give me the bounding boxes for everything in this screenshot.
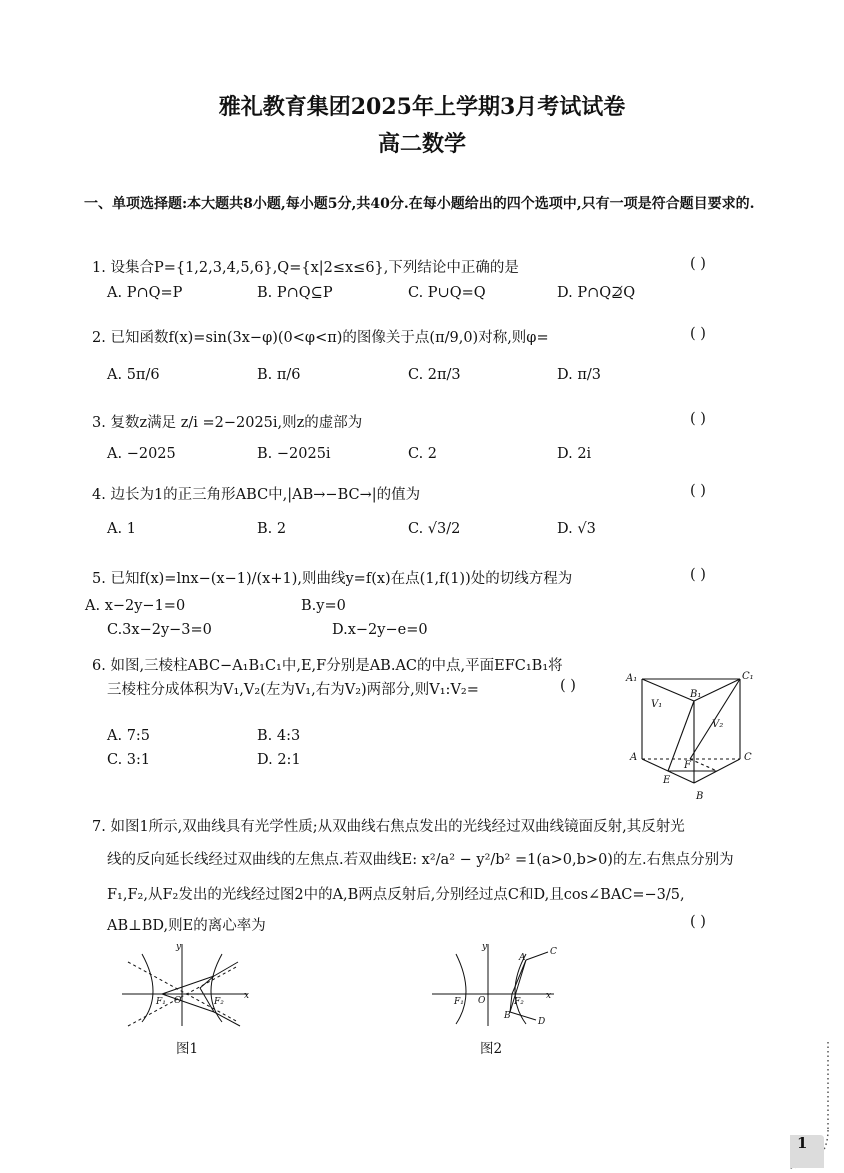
- fig2-label-y: y: [482, 942, 488, 952]
- question-1-stem: 1. 设集合P={1,2,3,4,5,6},Q={x|2≤x≤6},下列结论中正确的是: [92, 260, 519, 276]
- answer-bracket-1: ( ): [690, 256, 706, 272]
- q5-option-c: C.3x−2y−3=0: [107, 622, 212, 638]
- question-7-line4: AB⊥BD,则E的离心率为: [107, 918, 266, 934]
- answer-bracket-2: ( ): [690, 326, 706, 342]
- question-6-stem-line2: 三棱柱分成体积为V₁,V₂(左为V₁,右为V₂)两部分,则V₁:V₂=: [107, 682, 479, 698]
- answer-bracket-5: ( ): [690, 567, 706, 583]
- fig1-label-f1: F₁: [156, 997, 166, 1007]
- figure-2-caption: 图2: [480, 1041, 503, 1057]
- q5-option-b: B.y=0: [301, 598, 346, 614]
- question-3-stem: 3. 复数z满足 z/i =2−2025i,则z的虚部为: [92, 415, 363, 431]
- fig2-label-f2: F₂: [514, 997, 524, 1007]
- figure-2-hyperbola: [428, 940, 568, 1030]
- q3-option-a: A. −2025: [107, 446, 176, 462]
- q6-option-b: B. 4:3: [257, 728, 301, 744]
- label-v1: V₁: [651, 699, 663, 710]
- q2-option-d: D. π/3: [557, 367, 601, 383]
- label-b1: B₁: [690, 689, 702, 700]
- q6-option-d: D. 2:1: [257, 752, 301, 768]
- label-a1: A₁: [626, 673, 638, 684]
- prism-figure: [620, 665, 760, 805]
- fig2-label-o: O: [478, 996, 486, 1006]
- label-e: E: [663, 775, 671, 786]
- question-5-stem: 5. 已知f(x)=lnx−(x−1)/(x+1),则曲线y=f(x)在点(1,f(1))处的切线方程为: [92, 571, 573, 587]
- question-2-stem: 2. 已知函数f(x)=sin(3x−φ)(0<φ<π)的图像关于点(π/9,0)对称,则φ=: [92, 330, 549, 346]
- label-c: C: [744, 752, 752, 763]
- q6-option-a: A. 7:5: [107, 728, 151, 744]
- label-c1: C₁: [742, 671, 754, 682]
- q1-option-c: C. P∪Q=Q: [408, 285, 486, 301]
- answer-bracket-7: ( ): [690, 914, 706, 930]
- q5-option-a: A. x−2y−1=0: [85, 598, 186, 614]
- fig1-label-y: y: [176, 942, 182, 952]
- figure-1-hyperbola: [118, 940, 258, 1030]
- q1-option-b: B. P∩Q⊆P: [257, 285, 333, 301]
- fig1-label-o: O: [174, 996, 182, 1006]
- fig2-label-f1: F₁: [454, 997, 464, 1007]
- q6-option-c: C. 3:1: [107, 752, 151, 768]
- fig2-label-b: B: [504, 1011, 511, 1021]
- q4-option-a: A. 1: [107, 521, 136, 537]
- q2-option-a: A. 5π/6: [107, 367, 160, 383]
- fig1-label-f2: F₂: [214, 997, 224, 1007]
- q5-option-d: D.x−2y−e=0: [332, 622, 428, 638]
- q4-option-b: B. 2: [257, 521, 287, 537]
- q2-option-b: B. π/6: [257, 367, 301, 383]
- question-4-stem: 4. 边长为1的正三角形ABC中,|AB→−BC→|的值为: [92, 487, 421, 503]
- question-6-stem-line1: 6. 如图,三棱柱ABC−A₁B₁C₁中,E,F分别是AB.AC的中点,平面EFC₁B₁将: [92, 658, 563, 674]
- exam-subject: 高二数学: [377, 131, 466, 157]
- q3-option-d: D. 2i: [557, 446, 592, 462]
- page-corner-decoration: [780, 1040, 844, 1173]
- label-b: B: [696, 791, 704, 802]
- answer-bracket-3: ( ): [690, 411, 706, 427]
- q2-option-c: C. 2π/3: [408, 367, 461, 383]
- q4-option-d: D. √3: [557, 521, 596, 537]
- section-heading: 一、单项选择题:本大题共8小题,每小题5分,共40分.在每小题给出的四个选项中,只有一项是符合题目要求的.: [84, 196, 755, 212]
- fig2-label-a: A: [519, 953, 526, 963]
- q3-option-b: B. −2025i: [257, 446, 331, 462]
- label-f: F: [684, 760, 691, 771]
- exam-title: 雅礼教育集团2025年上学期3月考试试卷: [218, 94, 626, 120]
- answer-bracket-4: ( ): [690, 483, 706, 499]
- question-7-line3: F₁,F₂,从F₂发出的光线经过图2中的A,B两点反射后,分别经过点C和D,且cos∠BAC=−3/5,: [107, 887, 685, 903]
- fig2-label-c: C: [550, 947, 557, 957]
- q1-option-d: D. P∩Q⊉Q: [557, 285, 636, 301]
- label-a: A: [630, 752, 638, 763]
- answer-bracket-6: ( ): [560, 678, 576, 694]
- q1-option-a: A. P∩Q=P: [107, 285, 183, 301]
- question-7-line1: 7. 如图1所示,双曲线具有光学性质;从双曲线右焦点发出的光线经过双曲线镜面反射,其反射光: [92, 819, 685, 835]
- label-v2: V₂: [712, 719, 724, 730]
- question-7-line2: 线的反向延长线经过双曲线的左焦点.若双曲线E: x²/a² − y²/b² =1(a>0,b>0)的左.右焦点分别为: [107, 852, 734, 868]
- fig2-label-d: D: [538, 1017, 546, 1027]
- fig1-label-x: x: [244, 991, 250, 1001]
- page-number: 1: [797, 1134, 808, 1152]
- figure-1-caption: 图1: [176, 1041, 199, 1057]
- q4-option-c: C. √3/2: [408, 521, 461, 537]
- q3-option-c: C. 2: [408, 446, 438, 462]
- fig2-label-x: x: [546, 991, 552, 1001]
